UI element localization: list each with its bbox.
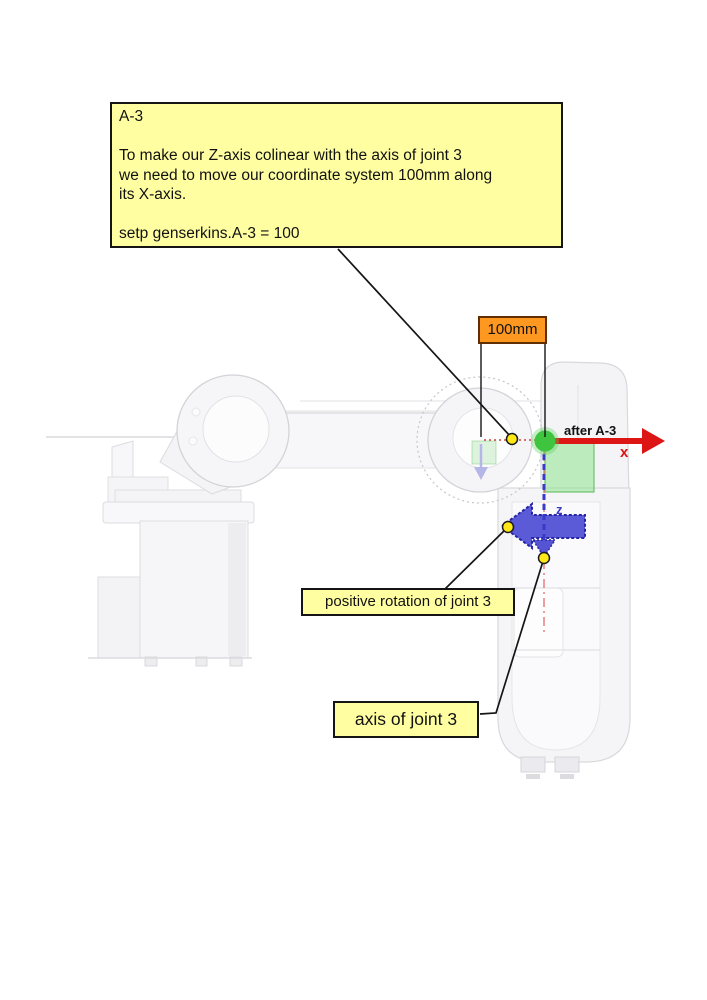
axis-of-joint-label: axis of joint 3: [333, 701, 479, 738]
positive-rotation-label: positive rotation of joint 3: [301, 588, 515, 616]
note-body-line: its X-axis.: [119, 186, 187, 203]
wrist-slider: [514, 588, 563, 657]
note-title: A-3: [119, 108, 144, 125]
note-body-line: To make our Z-axis colinear with the axis of joint 3: [119, 147, 462, 164]
note-box: [110, 102, 563, 248]
screw-dot: [192, 408, 200, 416]
after-a3-label: after A-3: [564, 423, 617, 438]
x-axis-label: x: [620, 444, 629, 461]
anchor-dot-rotation: [503, 522, 514, 533]
note-command: setp genserkins.A-3 = 100: [119, 225, 300, 242]
old-origin-plane: [472, 441, 496, 464]
note-spacer: [119, 127, 561, 147]
anchor-dot-old-origin: [507, 434, 518, 445]
note-body-line: we need to move our coordinate system 100mm along: [119, 166, 493, 184]
screw-dot: [189, 437, 197, 445]
note-spacer: [119, 205, 561, 225]
dimension-label: 100mm: [478, 316, 547, 344]
z-axis-label: z: [556, 502, 563, 517]
anchor-dot-axis: [539, 553, 550, 564]
